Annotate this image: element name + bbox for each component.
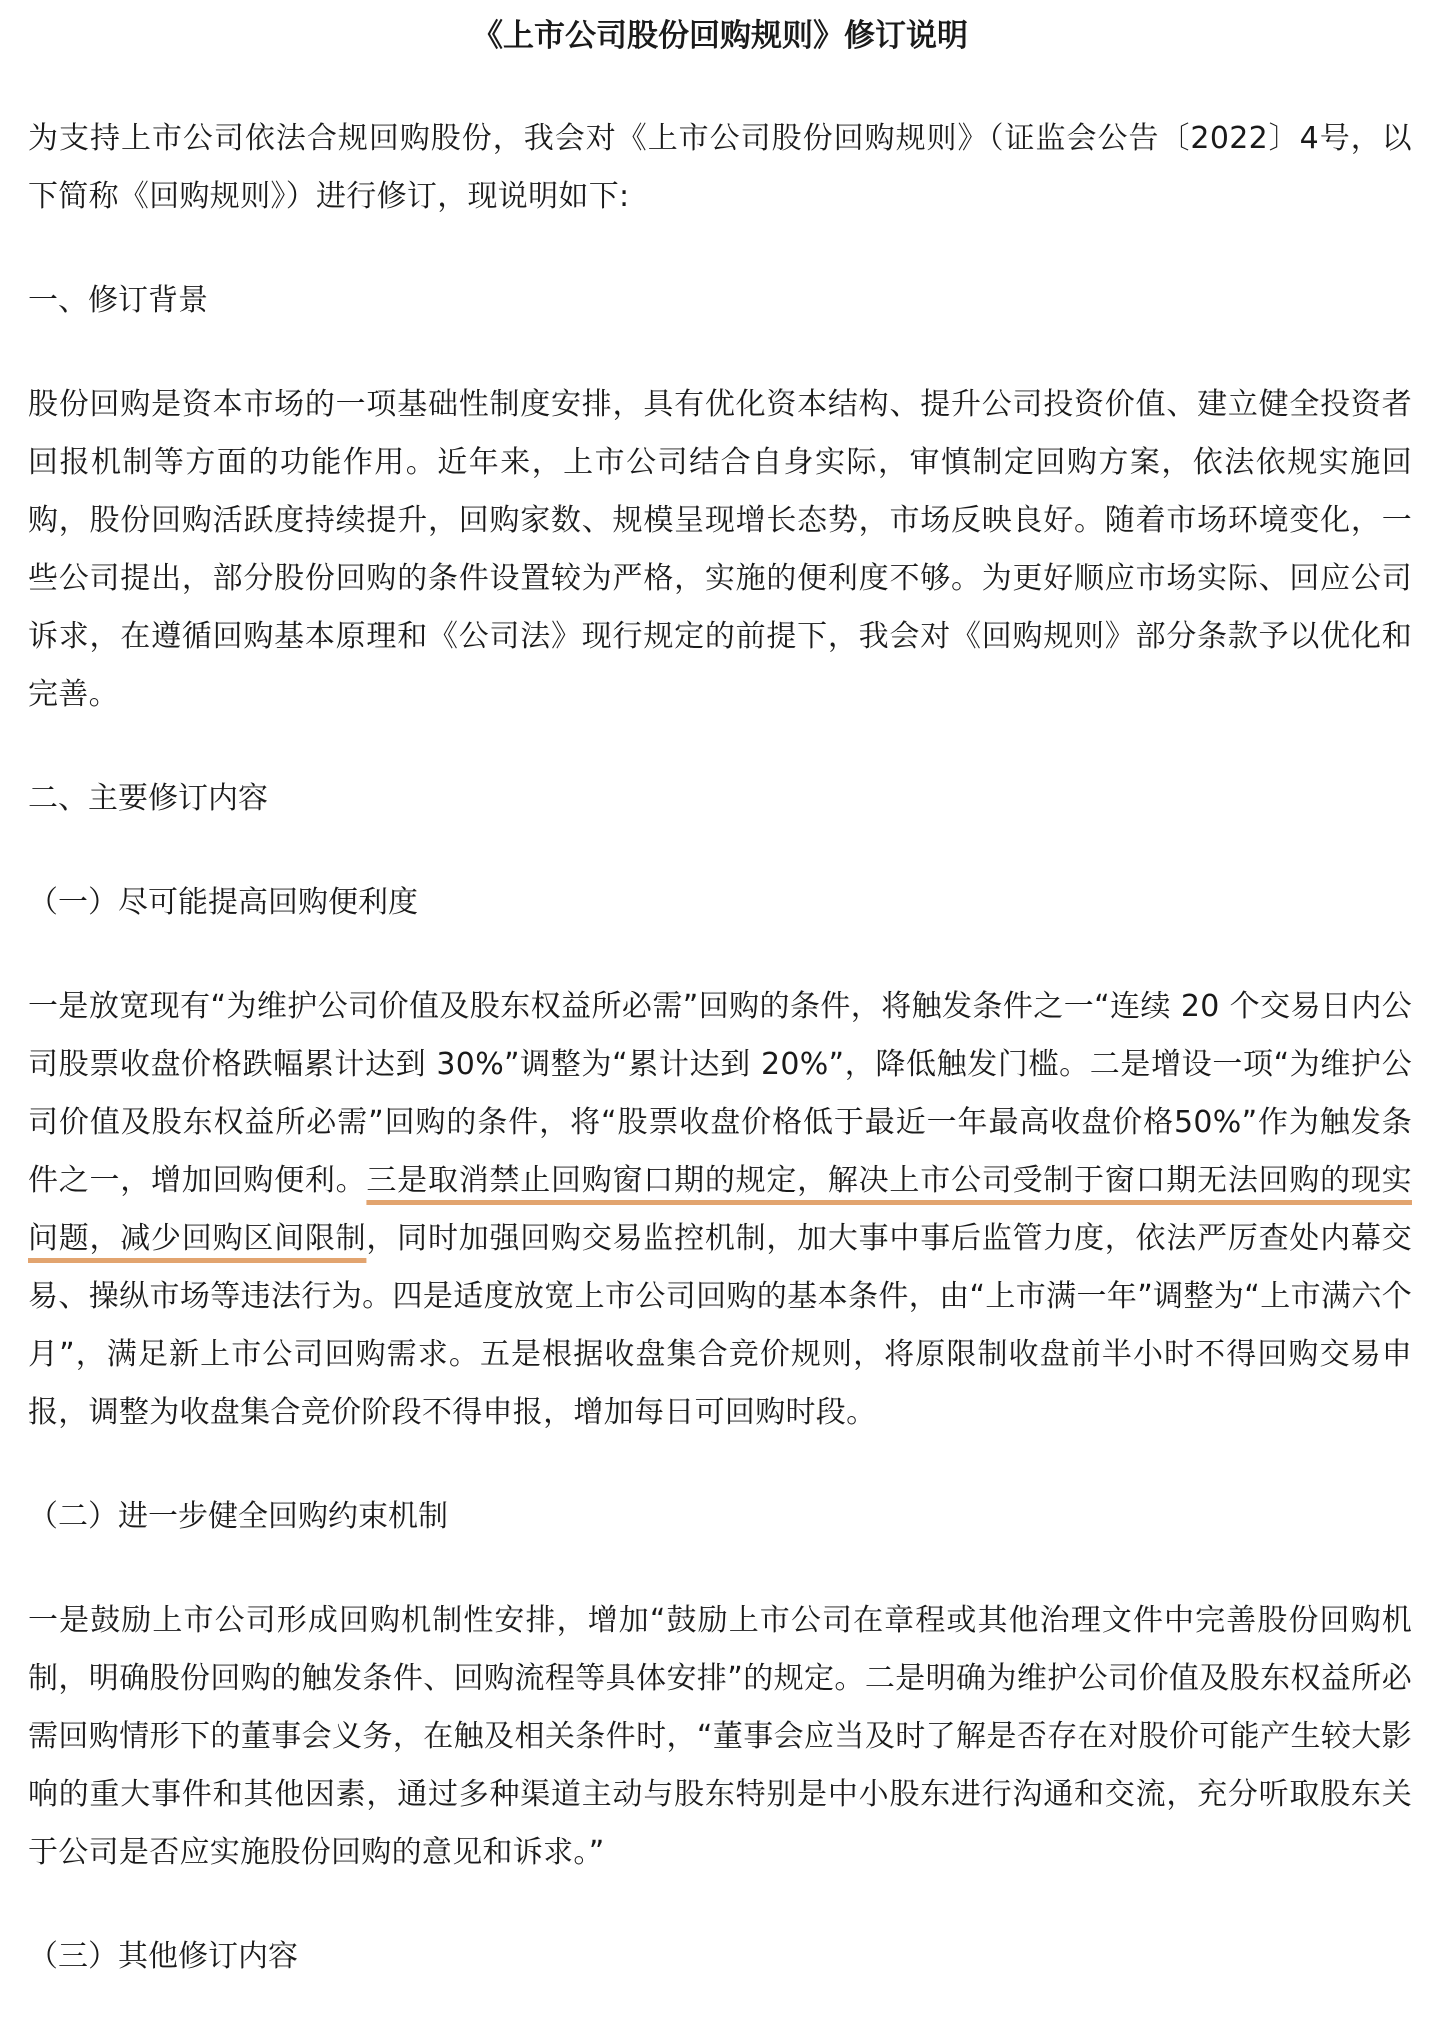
paragraph-text: ，同时加强回购交易监控机制，加大事中事后监管力度，依法严厉查处内幕交易、操纵市场等违法行为。四是适度放宽上市公司回购的基本条件，由“上市满一年”调整为“上市满六个月”，满足新上市公司回购需求。五是根据收盘集合竞价规则，将原限制收盘前半小时不得回购交易申报，调整为收盘集合竞价阶段不得申报，增加每日可回购时段。 xyxy=(28,1221,1412,1430)
subsection-2-heading: （二）进一步健全回购约束机制 xyxy=(28,1499,448,1534)
intro-paragraph: 为支持上市公司依法合规回购股份，我会对《上市公司股份回购规则》（证监会公告〔2022〕4号，以下简称《回购规则》）进行修订，现说明如下: xyxy=(28,121,1412,214)
highlighted-text: 三是取消禁止回购窗口期的规定，解决上市公司受制于窗口期无法回购的现实问题，减少回购区间限制 xyxy=(28,1163,1412,1256)
section-1-paragraph: 股份回购是资本市场的一项基础性制度安排，具有优化资本结构、提升公司投资价值、建立健全投资者回报机制等方面的功能作用。近年来，上市公司结合自身实际，审慎制定回购方案，依法依规实施回购，股份回购活跃度持续提升，回购家数、规模呈现增长态势，市场反映良好。随着市场环境变化，一些公司提出，部分股份回购的条件设置较为严格，实施的便利度不够。为更好顺应市场实际、回应公司诉求，在遵循回购基本原理和《公司法》现行规定的前提下，我会对《回购规则》部分条款予以优化和完善。 xyxy=(28,387,1412,712)
section-1-heading: 一、修订背景 xyxy=(28,283,208,318)
subsection-3-heading: （三）其他修订内容 xyxy=(28,1939,298,1974)
subsection-1-heading: （一）尽可能提高回购便利度 xyxy=(28,885,418,920)
section-2-heading: 二、主要修订内容 xyxy=(28,781,268,816)
subsection-2-paragraph: 一是鼓励上市公司形成回购机制性安排，增加“鼓励上市公司在章程或其他治理文件中完善股份回购机制，明确股份回购的触发条件、回购流程等具体安排”的规定。二是明确为维护公司价值及股东权益所必需回购情形下的董事会义务，在触及相关条件时，“董事会应当及时了解是否存在对股价可能产生较大影响的重大事件和其他因素，通过多种渠道主动与股东特别是中小股东进行沟通和交流，充分听取股东关于公司是否应实施股份回购的意见和诉求。” xyxy=(28,1603,1412,1870)
document-title: 《上市公司股份回购规则》修订说明 xyxy=(472,18,968,54)
subsection-1-paragraph xyxy=(28,978,1412,1442)
paragraph-text: 一是放宽现有“为维护公司价值及股东权益所必需”回购的条件，将触发条件之一“连续 20 个交易日内公司股票收盘价格跌幅累计达到 30%”调整为“累计达到 20%”，降低触发门槛。二是增设一项“为维护公司价值及股东权益所必需”回购的条件，将“股票收盘价格低于最近一年最高收盘价格50%”作为触发条件之一，增加回购便利。 xyxy=(28,989,1412,1198)
